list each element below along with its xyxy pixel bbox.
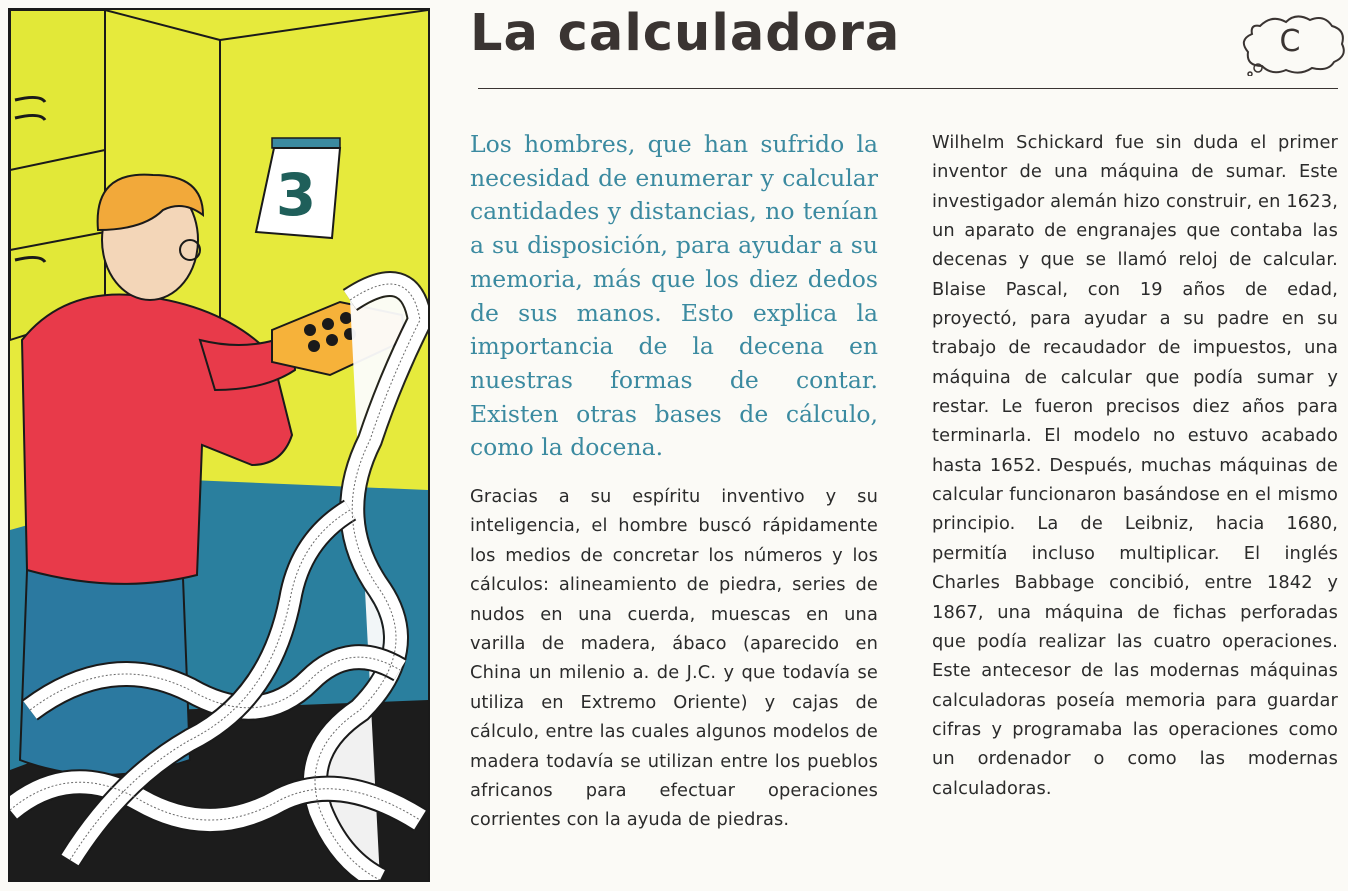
illustration <box>8 8 430 882</box>
page-title: La calculadora <box>470 4 901 63</box>
badge-letter: C <box>1279 24 1301 59</box>
thought-bubble-icon <box>1240 14 1346 76</box>
calendar-day: 3 <box>275 161 317 229</box>
title-divider <box>478 88 1338 89</box>
man-with-calculator-illustration <box>10 10 428 880</box>
body-paragraph-right: Wilhelm Schickard fue sin duda el primer inventor de una máquina de sumar. Este investigador alemán hizo construir, en 1623, un aparato de engranajes que contaba las decenas y que se llamó reloj de calcular. Blaise Pascal, con 19 años de edad, proyectó, para ayudar a su padre en su trabajo de recaudador de impuestos, una máquina de calcular que podía sumar y restar. Le fueron precisos diez años para terminarla. El modelo no estuvo acabado hasta 1652. Después, muchas máquinas de calcular funcionaron basándose en el mismo principio. La de Leibniz, hacia 1680, permitía incluso multiplicar. El inglés Charles Babbage concibió, entre 1842 y 1867, una máquina de fichas perforadas que podía realizar las cuatro operaciones. Este antecesor de las modernas máquinas calculadoras poseía memoria para guardar cifras y programaba las operaciones como un ordenador o como las modernas calculadoras. <box>932 132 1338 799</box>
body-paragraph-left: Gracias a su espíritu inventivo y su inteligencia, el hombre buscó rápidamente los medios de concretar los números y los cálculos: alineamiento de piedra, series de nudos en una cuerda, muescas en una varilla de madera, ábaco (aparecido en China un milenio a. de J.C. y que todavía se utiliza en Extremo Oriente) y cajas de cálculo, entre las cuales algunos modelos de madera todavía se utilizan entre los pueblos africanos para efectuar operaciones corrientes con la ayuda de piedras. <box>470 486 878 831</box>
intro-paragraph: Los hombres, que han sufrido la necesidad de enumerar y calcular cantidades y distancias, no tenían a su disposición, para ayudar a su memoria, más que los diez dedos de sus manos. Esto explica la importancia de la decena en nuestras formas de contar. Existen otras bases de cálculo, como la docena. <box>470 130 878 462</box>
